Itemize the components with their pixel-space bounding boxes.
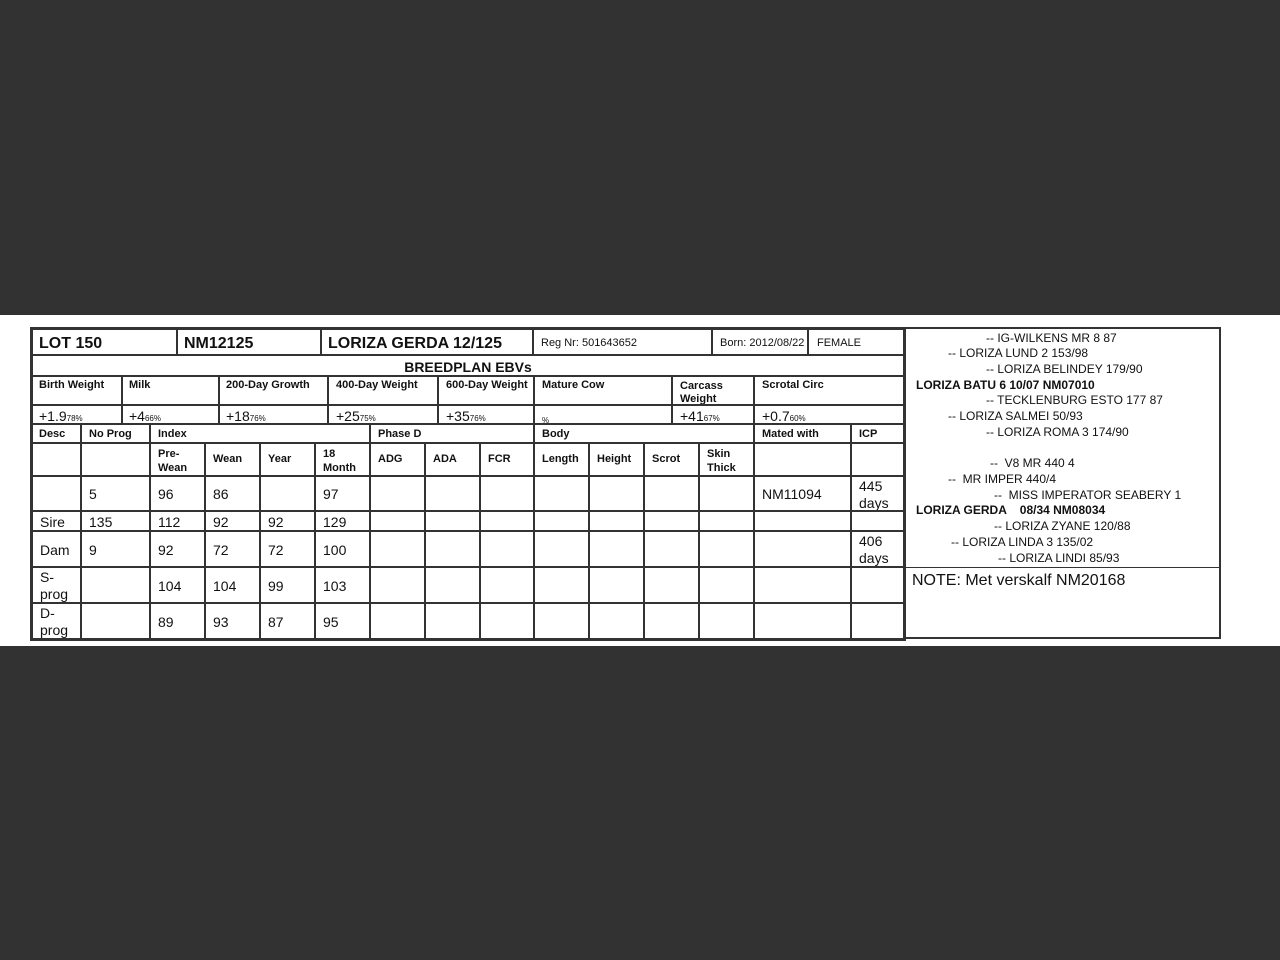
ebv-label-birth-weight: Birth Weight (32, 376, 122, 405)
table-cell (534, 476, 589, 511)
pedigree-entry: LORIZA GERDA 08/34 NM08034 (916, 503, 1106, 517)
ebv-label-milk: Milk (122, 376, 219, 405)
table-cell (150, 603, 205, 639)
table-cell (534, 603, 589, 639)
pedigree-entry: -- TECKLENBURG ESTO 177 87 (986, 393, 1163, 407)
cell-value: Sire (40, 514, 65, 530)
ebv-value-milk: +466% (122, 405, 219, 424)
table-cell (754, 476, 851, 511)
table-cell (370, 603, 425, 639)
cell-value: 5 (89, 486, 97, 502)
ebv-label-400-day-weight: 400-Day Weight (328, 376, 438, 405)
table-cell (699, 603, 754, 639)
ebv-label-carcass-weight: Carcass Weight (672, 376, 754, 405)
table-cell (150, 531, 205, 567)
table-cell (370, 511, 425, 531)
table-cell (32, 603, 81, 639)
animal-name-cell (321, 329, 533, 355)
table-cell (205, 511, 260, 531)
note-cell (906, 567, 1219, 638)
table-cell (150, 476, 205, 511)
pedigree-entry: -- LORIZA LUND 2 153/98 (948, 346, 1089, 360)
table-cell (32, 531, 81, 567)
cell-value: 72 (213, 542, 229, 558)
perf-sub-desc (32, 443, 81, 476)
pedigree-entry: -- LORIZA LINDI 85/93 (998, 551, 1120, 565)
perf-col-skin-thick: Skin Thick (699, 443, 754, 476)
table-cell (150, 567, 205, 603)
sex-cell (808, 329, 904, 355)
table-cell (425, 567, 480, 603)
cell-value: 104 (213, 578, 237, 594)
ebv-value-mature-cow: % (534, 405, 672, 424)
perf-col-scrot: Scrot (644, 443, 699, 476)
cell-value: 95 (323, 614, 339, 630)
animal-record-card (0, 315, 1280, 646)
pedigree-entry: -- LORIZA SALMEI 50/93 (948, 409, 1083, 423)
perf-col-prewean: Pre- Wean (150, 443, 205, 476)
pedigree-entry: -- LORIZA ZYANE 120/88 (994, 519, 1131, 533)
cell-value: 89 (158, 614, 174, 630)
perf-sub-no-prog (81, 443, 150, 476)
table-cell (480, 476, 534, 511)
table-cell (370, 567, 425, 603)
table-cell (205, 567, 260, 603)
table-cell (699, 567, 754, 603)
table-cell (534, 511, 589, 531)
table-cell (150, 511, 205, 531)
table-cell (534, 567, 589, 603)
perf-col-wean: Wean (205, 443, 260, 476)
perf-col-length: Length (534, 443, 589, 476)
perf-header-no-prog: No Prog (81, 424, 150, 443)
cell-value: 92 (268, 514, 284, 530)
note-text: NOTE: Met verskalf NM20168 (912, 572, 1126, 589)
cell-value: 97 (323, 486, 339, 502)
perf-header-phase-d: Phase D (370, 424, 534, 443)
table-cell (851, 511, 904, 531)
table-cell (81, 531, 150, 567)
sex: FEMALE (817, 337, 862, 349)
perf-header-index: Index (150, 424, 370, 443)
table-cell (589, 567, 644, 603)
ebv-value-600-day-weight: +3576% (438, 405, 534, 424)
perf-col-year: Year (260, 443, 315, 476)
cell-value: NM11094 (762, 486, 822, 502)
table-cell (851, 531, 904, 567)
table-cell (315, 567, 370, 603)
table-cell (644, 567, 699, 603)
table-cell (699, 511, 754, 531)
table-cell (644, 531, 699, 567)
perf-col-height: Height (589, 443, 644, 476)
table-cell (81, 476, 150, 511)
cell-value: 87 (268, 614, 284, 630)
table-cell (370, 531, 425, 567)
table-cell (480, 511, 534, 531)
table-cell (851, 476, 904, 511)
cell-value: 9 (89, 542, 97, 558)
table-cell (425, 476, 480, 511)
ebv-label-scrotal-circ: Scrotal Circ (754, 376, 904, 405)
animal-id-cell (177, 329, 321, 355)
reg-cell (533, 329, 712, 355)
table-cell (81, 567, 150, 603)
pedigree-entry: -- LORIZA ROMA 3 174/90 (986, 425, 1129, 439)
table-cell (480, 603, 534, 639)
pedigree-entry: -- LORIZA LINDA 3 135/02 (951, 535, 1094, 549)
table-cell (370, 476, 425, 511)
table-cell (425, 603, 480, 639)
ebv-title-cell (32, 355, 904, 376)
perf-header-icp: ICP (851, 424, 904, 443)
table-cell (205, 603, 260, 639)
cell-value: 100 (323, 542, 347, 558)
cell-value: Dam (40, 542, 70, 558)
pedigree-entry: -- V8 MR 440 4 (990, 456, 1075, 470)
cell-value: 445 days (859, 478, 889, 511)
table-cell (589, 603, 644, 639)
table-cell (851, 567, 904, 603)
table-cell (315, 603, 370, 639)
lot-cell (32, 329, 177, 355)
ebv-value-400-day-weight: +2575% (328, 405, 438, 424)
cell-value: 86 (213, 486, 229, 502)
table-cell (81, 511, 150, 531)
perf-col-18-month: 18 Month (315, 443, 370, 476)
table-cell (480, 567, 534, 603)
table-cell (205, 476, 260, 511)
cell-value: 92 (158, 542, 174, 558)
born-date: Born: 2012/08/22 (720, 337, 805, 349)
pedigree-entry: -- LORIZA BELINDEY 179/90 (986, 362, 1143, 376)
perf-col-adg: ADG (370, 443, 425, 476)
ebv-label-600-day-weight: 600-Day Weight (438, 376, 534, 405)
table-cell (589, 511, 644, 531)
table-cell (32, 567, 81, 603)
ebv-title: BREEDPLAN EBVs (404, 359, 532, 375)
table-cell (260, 476, 315, 511)
cell-value: S- prog (40, 569, 69, 602)
table-cell (644, 511, 699, 531)
table-cell (32, 476, 81, 511)
cell-value: 135 (89, 514, 113, 530)
table-cell (260, 567, 315, 603)
cell-value: 99 (268, 578, 284, 594)
perf-header-body: Body (534, 424, 754, 443)
animal-name: LORIZA GERDA 12/125 (328, 335, 502, 352)
cell-value: 72 (268, 542, 284, 558)
perf-col-fcr: FCR (480, 443, 534, 476)
table-cell (260, 531, 315, 567)
born-cell (712, 329, 808, 355)
ebv-label-200-day-growth: 200-Day Growth (219, 376, 328, 405)
cell-value: 93 (213, 614, 229, 630)
pedigree-entry: -- MISS IMPERATOR SEABERY 1 (994, 488, 1182, 502)
table-cell (754, 511, 851, 531)
table-cell (589, 476, 644, 511)
pedigree-entry: LORIZA BATU 6 10/07 NM07010 (916, 378, 1095, 392)
ebv-value-scrotal-circ: +0.760% (754, 405, 904, 424)
table-cell (589, 531, 644, 567)
table-cell (315, 511, 370, 531)
table-cell (644, 603, 699, 639)
table-cell (205, 531, 260, 567)
perf-header-mated-with: Mated with (754, 424, 851, 443)
ebv-label-mature-cow: Mature Cow (534, 376, 672, 405)
ebv-value-200-day-growth: +1876% (219, 405, 328, 424)
table-cell (260, 511, 315, 531)
table-cell (754, 531, 851, 567)
cell-value: 112 (158, 514, 181, 530)
perf-header-desc: Desc (32, 424, 81, 443)
animal-id: NM12125 (184, 335, 254, 352)
cell-value: 104 (158, 578, 182, 594)
table-cell (425, 531, 480, 567)
perf-col-ada: ADA (425, 443, 480, 476)
ebv-value-birth-weight: +1.978% (32, 405, 122, 424)
table-cell (260, 603, 315, 639)
pedigree-entry: -- IG-WILKENS MR 8 87 (986, 331, 1117, 345)
cell-value: 92 (213, 514, 229, 530)
perf-sub-mated (754, 443, 851, 476)
cell-value: D- prog (40, 605, 69, 638)
cell-value: 406 days (859, 533, 889, 566)
perf-sub-icp (851, 443, 904, 476)
lot-number: LOT 150 (39, 335, 103, 352)
table-cell (851, 603, 904, 639)
reg-number: Reg Nr: 501643652 (541, 337, 638, 349)
cell-value: 96 (158, 486, 174, 502)
table-cell (754, 567, 851, 603)
table-cell (534, 531, 589, 567)
ebv-value-carcass-weight: +4167% (672, 405, 754, 424)
cell-value: 129 (323, 514, 347, 530)
table-cell (699, 476, 754, 511)
cell-value: 103 (323, 578, 347, 594)
table-cell (480, 531, 534, 567)
table-cell (754, 603, 851, 639)
table-cell (644, 476, 699, 511)
table-cell (315, 531, 370, 567)
table-cell (81, 603, 150, 639)
table-cell (425, 511, 480, 531)
table-cell (699, 531, 754, 567)
table-cell (315, 476, 370, 511)
pedigree-entry: -- MR IMPER 440/4 (948, 472, 1057, 486)
table-cell (32, 511, 81, 531)
